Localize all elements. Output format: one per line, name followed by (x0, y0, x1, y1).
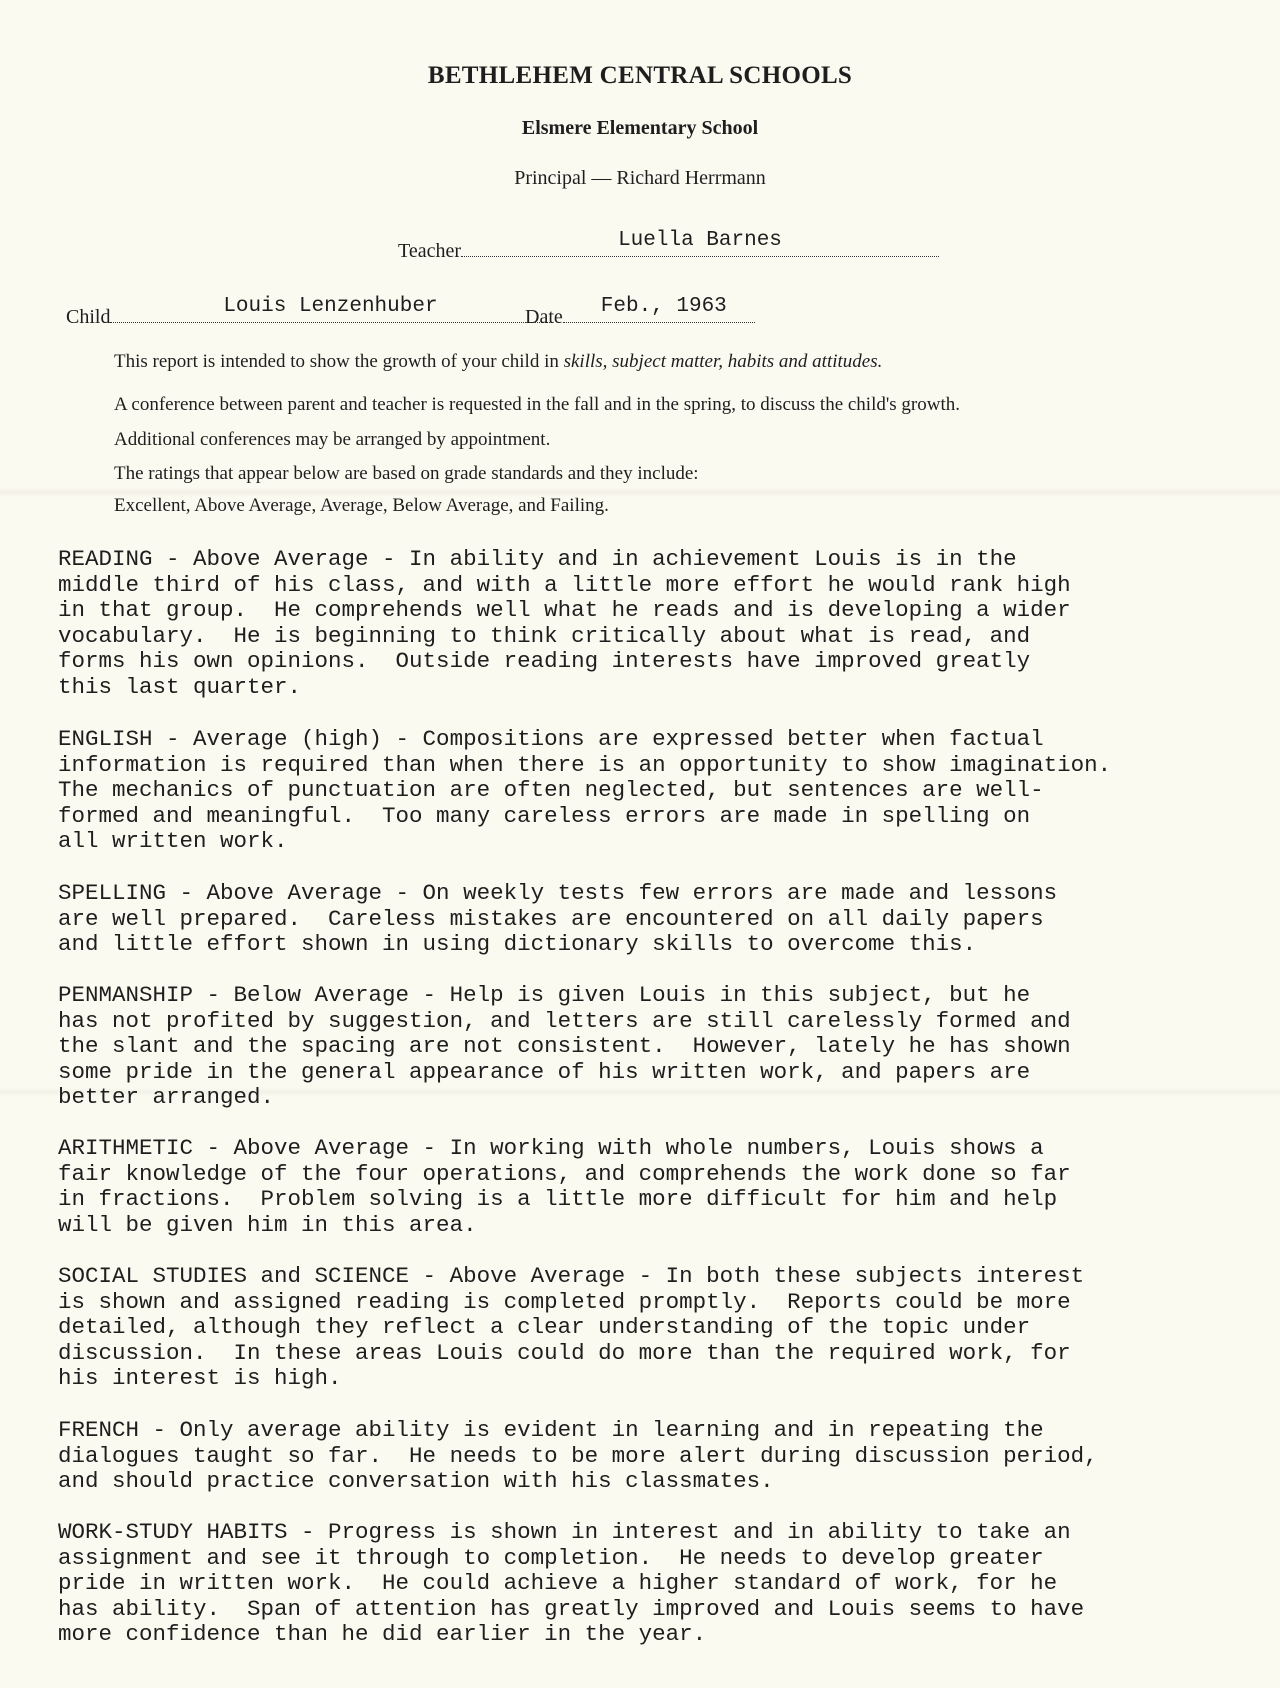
intro-line-1 (114, 351, 882, 373)
child-value: Louis Lenzenhuber (223, 295, 438, 318)
section-english: ENGLISH - Average (high) - Compositions are expressed better when factual information is required than when there is an opportunity to show imagination. The mechanics of punctuation are often neglected, but sentences are well- formed and meaningful. Too many careless errors are made in spelling on all written work. (58, 726, 1112, 854)
date-line (563, 295, 755, 323)
intro-line-2: A conference between parent and teacher is requested in the fall and in the spring, to discuss the child's growth. (114, 394, 961, 415)
teacher-label: Teacher (398, 240, 461, 262)
section-reading: READING - Above Average - In ability and in achievement Louis is in the middle third of his class, and with a little more effort he would rank high in that group. He comprehends well what he reads and is developing a wider vocabulary. He is beginning to think critically about what is read, and forms his own opinions. Outside reading interests have improved greatly this last quarter. (58, 546, 1071, 700)
section-work-study-habits: WORK-STUDY HABITS - Progress is shown in interest and in ability to take an assignment and see it through to completion. He needs to develop greater pride in written work. He could achieve a higher standard of work, for he has ability. Span of attention has greatly improved and Louis seems to have more confidence than he did earlier in the year. (58, 1519, 1085, 1647)
teacher-line (461, 229, 939, 257)
intro-line-3: Additional conferences may be arranged by appointment. (114, 429, 551, 450)
teacher-value: Luella Barnes (618, 229, 782, 252)
principal-line: Principal — Richard Herrmann (514, 167, 766, 189)
section-social-studies-science: SOCIAL STUDIES and SCIENCE - Above Average - In both these subjects interest is shown and assigned reading is completed promptly. Reports could be more detailed, although they reflect a clear understanding of the topic under discussion. In these areas Louis could do more than the required work, for his interest is high. (58, 1263, 1085, 1391)
intro-line-1-italic: skills, subject matter, habits and attitudes. (563, 351, 883, 372)
date-value: Feb., 1963 (600, 295, 727, 318)
school-subtitle: Elsmere Elementary School (521, 117, 759, 139)
child-field (66, 295, 550, 329)
school-name: BETHLEHEM CENTRAL SCHOOLS (427, 62, 853, 89)
child-line (110, 295, 550, 323)
intro-line-1-text: This report is intended to show the growth of your child in (114, 351, 564, 372)
section-penmanship: PENMANSHIP - Below Average - Help is given Louis in this subject, but he has not profited by suggestion, and letters are still carelessly formed and the slant and the spacing are not consistent. However, lately he has shown some pride in the general appearance of his written work, and papers are better arranged. (58, 982, 1071, 1110)
section-french: FRENCH - Only average ability is evident in learning and in repeating the dialogues taught so far. He needs to be more alert during discussion period, and should practice conversation with his classmates. (58, 1417, 1098, 1494)
date-field (525, 295, 755, 329)
intro-line-4: The ratings that appear below are based on grade standards and they include: (114, 463, 699, 484)
section-spelling: SPELLING - Above Average - On weekly tests few errors are made and lessons are well prepared. Careless mistakes are encountered on all daily papers and little effort shown in using dictionary skills to overcome this. (58, 880, 1058, 957)
intro-line-5: Excellent, Above Average, Average, Below Average, and Failing. (114, 495, 609, 516)
date-label: Date (525, 306, 563, 328)
section-arithmetic: ARITHMETIC - Above Average - In working with whole numbers, Louis shows a fair knowledge of the four operations, and comprehends the work done so far in fractions. Problem solving is a little more difficult for him and help will be given him in this area. (58, 1135, 1071, 1238)
child-label: Child (66, 306, 111, 328)
teacher-field (398, 229, 939, 263)
